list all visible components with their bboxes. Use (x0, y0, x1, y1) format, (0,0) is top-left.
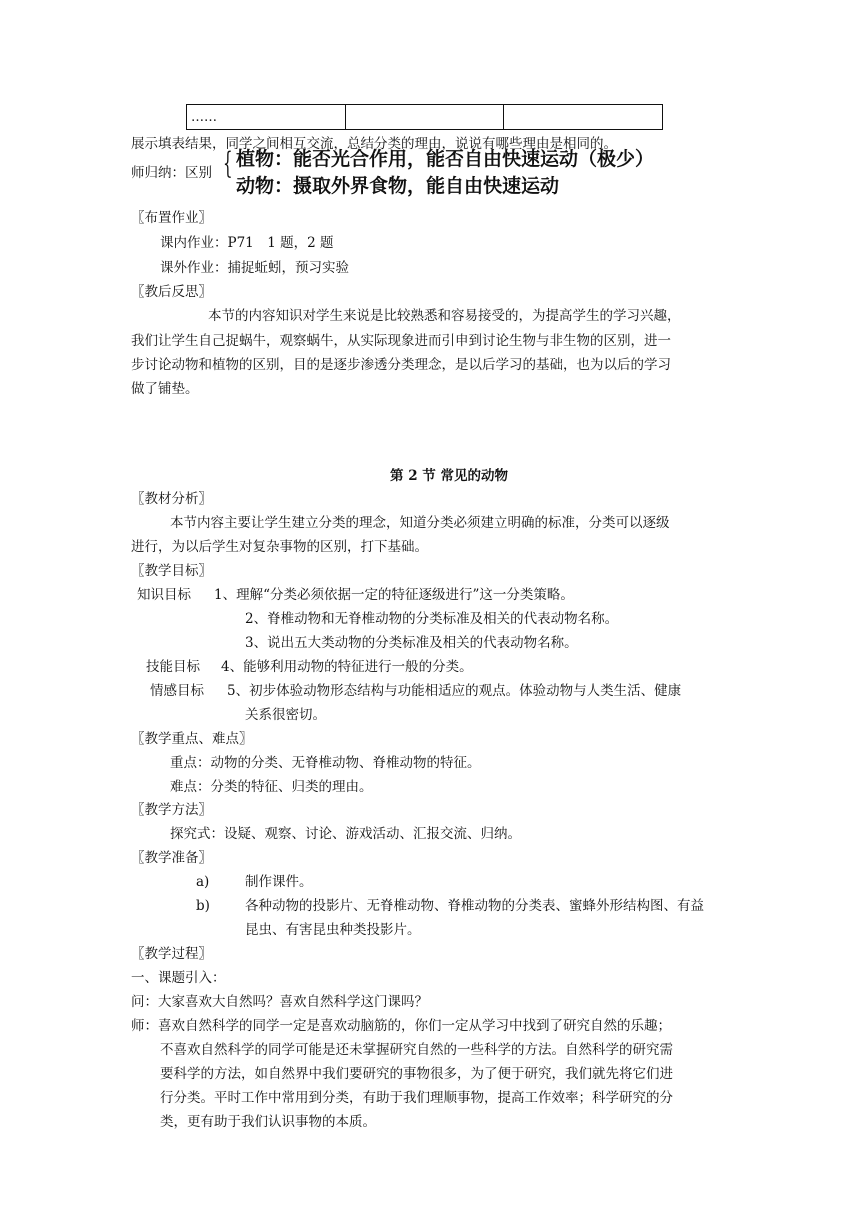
key-points-heading: 〖教学重点、难点〗 (131, 731, 253, 747)
emotion-goal-5: 5、初步体验动物形态结构与功能相适应的观点。体验动物与人类生活、健康 (227, 683, 682, 699)
preparation-heading: 〖教学准备〗 (131, 850, 212, 866)
process-heading: 〖教学过程〗 (131, 946, 212, 962)
process-question: 问：大家喜欢大自然吗？喜欢自然科学这门课吗？ (131, 994, 428, 1010)
difficult-point: 难点：分类的特征、归类的理由。 (170, 779, 373, 795)
goals-heading: 〖教学目标〗 (131, 563, 212, 579)
knowledge-goal-3: 3、说出五大类动物的分类标准及相关的代表动物名称。 (245, 635, 578, 651)
preparation-marker-b: b) (196, 898, 210, 914)
process-teacher-line: 行分类。平时工作中常用到分类，有助于我们理顺事物，提高工作效率；科学研究的分 (160, 1090, 673, 1106)
key-point: 重点：动物的分类、无脊椎动物、脊椎动物的特征。 (170, 755, 481, 771)
table-cell (345, 105, 504, 130)
analysis-line: 本节内容主要让学生建立分类的理念，知道分类必须建立明确的标准，分类可以逐级 (170, 515, 670, 531)
summary-line: 展示填表结果，同学之间相互交流，总结分类的理由，说说有哪些理由是相同的。 (131, 136, 617, 152)
reflection-line: 本节的内容知识对学生来说是比较熟悉和容易接受的，为提高学生的学习兴趣， (208, 308, 681, 324)
table-cell: …… (187, 105, 346, 130)
preparation-marker-a: a) (196, 874, 210, 890)
classification-table (186, 104, 663, 130)
reflection-line: 我们让学生自己捉蜗牛，观察蜗牛，从实际现象进而引申到讨论生物与非生物的区别，进一 (131, 333, 671, 349)
knowledge-goal-1: 1、理解“分类必须依据一定的特征逐级进行”这一分类策略。 (214, 587, 574, 603)
process-teacher-line: 类，更有助于我们认识事物的本质。 (160, 1114, 376, 1130)
table-cell (504, 105, 663, 130)
brace-icon: { (223, 146, 233, 181)
process-teacher-line: 要科学的方法，如自然界中我们要研究的事物很多，为了便于研究，我们就先将它们进 (160, 1066, 673, 1082)
emotion-goal-label: 情感目标 (150, 683, 204, 699)
teacher-summary-label: 师归纳：区别 (131, 165, 212, 181)
summary-animal-line: 动物：摄取外界食物，能自由快速运动 (236, 175, 560, 197)
preparation-item-b-cont: 昆虫、有害昆虫种类投影片。 (245, 922, 421, 938)
process-teacher-line: 师：喜欢自然科学的同学一定是喜欢动脑筋的，你们一定从学习中找到了研究自然的乐趣； (131, 1018, 671, 1034)
skill-goal-label: 技能目标 (146, 659, 200, 675)
knowledge-goal-label: 知识目标 (137, 587, 191, 603)
preparation-item-a: 制作课件。 (245, 874, 313, 890)
skill-goal-4: 4、能够利用动物的特征进行一般的分类。 (221, 659, 473, 675)
table-row (187, 105, 663, 130)
homework-out-class: 课外作业：捕捉蚯蚓，预习实验 (160, 260, 349, 276)
homework-heading: 〖布置作业〗 (131, 210, 212, 226)
analysis-line: 进行，为以后学生对复杂事物的区别，打下基础。 (131, 539, 428, 555)
emotion-goal-5-cont: 关系很密切。 (245, 707, 326, 723)
methods-text: 探究式：设疑、观察、讨论、游戏活动、汇报交流、归纳。 (170, 826, 521, 842)
reflection-line: 做了铺垫。 (131, 381, 199, 397)
summary-plant-line: 植物：能否光合作用，能否自由快速运动（极少） (236, 148, 655, 170)
section-title: 第 2 节 常见的动物 (390, 468, 508, 484)
homework-in-class: 课内作业：P71 1 题，2 题 (160, 235, 334, 251)
analysis-heading: 〖教材分析〗 (131, 491, 212, 507)
preparation-item-b: 各种动物的投影片、无脊椎动物、脊椎动物的分类表、蜜蜂外形结构图、有益 (245, 898, 704, 914)
reflection-heading: 〖教后反思〗 (131, 284, 212, 300)
process-intro: 一、课题引入： (131, 970, 226, 986)
knowledge-goal-2: 2、脊椎动物和无脊椎动物的分类标准及相关的代表动物名称。 (245, 611, 619, 627)
methods-heading: 〖教学方法〗 (131, 802, 212, 818)
process-teacher-line: 不喜欢自然科学的同学可能是还未掌握研究自然的一些科学的方法。自然科学的研究需 (160, 1042, 673, 1058)
reflection-line: 步讨论动物和植物的区别，目的是逐步渗透分类理念，是以后学习的基础，也为以后的学习 (131, 357, 671, 373)
